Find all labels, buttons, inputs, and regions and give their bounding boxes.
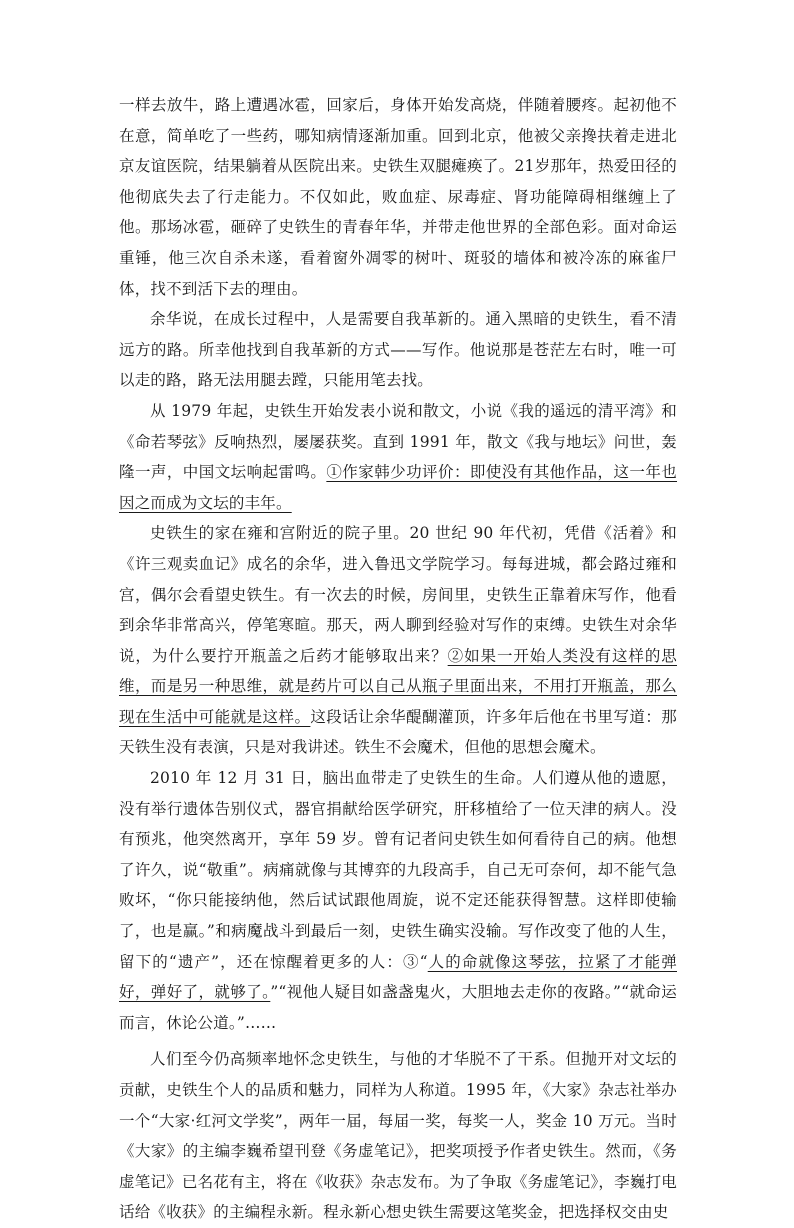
paragraph-4: [119, 518, 677, 763]
paragraph-text: 史铁生的家在雍和宫附近的院子里。20 世纪 90 年代初，凭借《活着》和《许三观卖血记》成名的余华，进入鲁迅文学院学习。每每进城，都会路过雍和宫，偶尔会看望史铁生。有一次去的时候，房间里，史铁生正靠着床写作，他看到余华非常高兴，停笔寒暄。那天，两人聊到经验对写作的束缚。史铁生对余华说，为什么要拧开瓶盖之后药才能够取出来？: [119, 524, 677, 665]
paragraph-3: [119, 396, 677, 518]
paragraph-1: [119, 90, 677, 304]
paragraph-text: 余华说，在成长过程中，人是需要自我革新的。通入黑暗的史铁生，看不清远方的路。所幸他找到自我革新的方式——写作。他说那是苍茫左右时，唯一可以走的路，路无法用腿去蹚，只能用笔去找。: [119, 310, 677, 390]
paragraph-text: 2010 年 12 月 31 日，脑出血带走了史铁生的生命。人们遵从他的遗愿，没有举行遗体告别仪式，器官捐献给医学研究，肝移植给了一位天津的病人。没有预兆，他突然离开，享年 59 岁。曾有记者问史铁生如何看待自己的病。他想了许久，说“敬重”。病痛就像与其博弈的九段高手，自己无可奈何，却不能气急败坏，“你只能接纳他，然后试试跟他周旋，说不定还能获得智慧。这样即使输了，也是赢。”和病魔战斗到最后一刻，史铁生确实没输。写作改变了他的人生，留下的“遗产”，还在惊醒着更多的人：③“: [119, 769, 677, 971]
paragraph-text: 人们至今仍高频率地怀念史铁生，与他的才华脱不了干系。但抛开对文坛的贡献，史铁生个人的品质和魅力，同样为人称道。1995 年，《大家》杂志社举办一个“大家·红河文学奖”，两年一届，每届一奖，每奖一人，奖金 10 万元。当时《大家》的主编李巍希望刊登《务虚笔记》，把奖项授予作者史铁生。然而，《务虚笔记》已名花有主，将在《收获》杂志发布。为了争取《务虚笔记》，李巍打电话给《收获》的主编程永新。程永新心想史铁生需要这笔奖金，把选择权交由史: [119, 1050, 677, 1222]
paragraph-text: 一样去放牛，路上遭遇冰雹，回家后，身体开始发高烧，伴随着腰疼。起初他不在意，简单吃了一些药，哪知病情逐渐加重。回到北京，他被父亲搀扶着走进北京友谊医院，结果躺着从医院出来。史铁生双腿瘫痪了。21岁那年，热爱田径的他彻底失去了行走能力。不仅如此，败血症、尿毒症、肾功能障碍相继缠上了他。那场冰雹，砸碎了史铁生的青春年华，并带走他世界的全部色彩。面对命运重锤，他三次自杀未遂，看着窗外凋零的树叶、斑驳的墙体和被冷冻的麻雀尸体，找不到活下去的理由。: [119, 96, 677, 298]
paragraph-text: 这段话让余华醍醐灌顶，许多年后他在书里写道：那天铁生没有表演，只是对我讲述。铁生不会魔术，但他的思想会魔术。: [119, 707, 677, 757]
document-page: [119, 90, 677, 1228]
paragraph-2: [119, 304, 677, 396]
underlined-quote-1: ①作家韩少功评价：即使没有其他作品，这一年也因之而成为文坛的丰年。: [119, 463, 678, 512]
underlined-quote-3: 人的命就像这琴弦，拉紧了才能弹好，弹好了，就够了。: [119, 952, 677, 1002]
paragraph-5: [119, 763, 677, 1038]
paragraph-text: 从 1979 年起，史铁生开始发表小说和散文，小说《我的遥远的清平湾》和《命若琴弦》反响热烈，屡屡获奖。直到 1991 年，散文《我与地坛》问世，轰隆一声，中国文坛响起雷鸣。: [119, 401, 677, 482]
underlined-quote-2: ②如果一开始人类没有这样的思维，而是另一种思维，就是药片可以自己从瓶子里面出来，不用打开瓶盖，那么现在生活中可能就是这样。: [119, 646, 677, 726]
paragraph-text: ”“视他人疑目如盏盏鬼火，大胆地去走你的夜路。”“就命运而言，休论公道。”……: [119, 983, 677, 1032]
paragraph-6: [119, 1044, 677, 1228]
